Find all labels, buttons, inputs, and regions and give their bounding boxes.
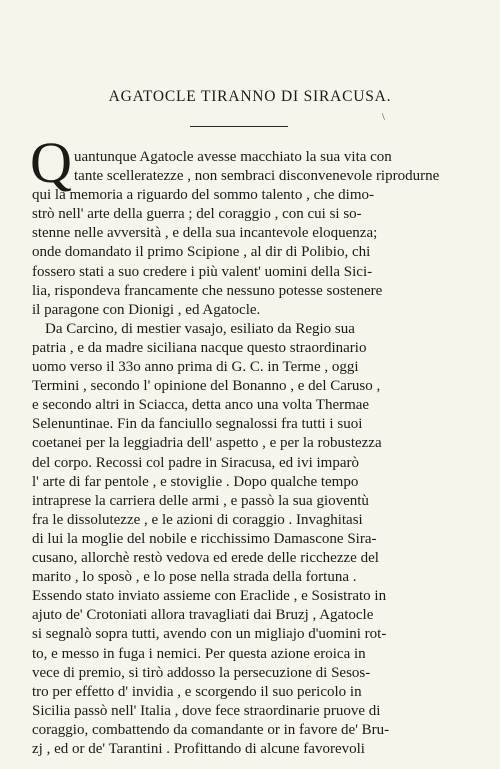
- drop-cap: Q: [30, 130, 73, 195]
- text-line: Essendo stato inviato assieme con Eraclide , e Sosistrato in: [32, 588, 387, 605]
- page-mark: \: [382, 112, 385, 123]
- text-line: tro per effetto d' invidia , e scorgendo il suo pericolo in: [32, 683, 362, 700]
- text-line: lia, rispondeva francamente che nessuno potesse sostenere: [32, 282, 383, 299]
- text-line: fossero stati a suo credere i più valent' uomini della Sici-: [32, 263, 373, 280]
- text-line: onde domandato il primo Scipione , al dir di Polibio, chi: [32, 244, 371, 261]
- text-line: stenne nelle avversità , e della sua incantevole eloquenza;: [32, 225, 378, 242]
- text-line: cusano, allorchè restò vedova ed erede delle ricchezze del: [32, 550, 379, 567]
- text-line: Sicilia passò nell' Italia , dove fece straordinarie pruove di: [32, 702, 381, 719]
- text-line: intraprese la carriera delle armi , e passò la sua gioventù: [32, 492, 369, 509]
- text-line: marito , lo sposò , e lo pose nella strada della fortuna .: [32, 569, 357, 586]
- text-line: e secondo altri in Sciacca, detta anco una volta Thermae: [32, 397, 370, 414]
- text-line: coetanei per la leggiadria dell' aspetto , e per la robustezza: [32, 435, 382, 452]
- text-line: ajuto de' Crotoniati allora travagliati dai Bruzj , Agatocle: [32, 607, 374, 624]
- text-line: uomo verso il 33o anno prima di G. C. in Terme , oggi: [32, 359, 359, 376]
- title-rule: [190, 126, 288, 127]
- text-line: vece di premio, si tirò addosso la persecuzione di Sesos-: [32, 664, 371, 681]
- text-line: si segnalò sopra tutti, avendo con un migliajo d'uomini rot-: [32, 626, 387, 643]
- text-line: tante scelleratezze , non sembraci disconvenevole riprodurne: [74, 168, 440, 185]
- text-line: qui la memoria a riguardo del sommo talento , che dimo-: [32, 187, 374, 204]
- text-line: Selenuntinae. Fin da fanciullo segnalossi fra tutti i suoi: [32, 416, 363, 433]
- text-line: fra le dissolutezze , e le azioni di coraggio . Invaghitasi: [32, 511, 363, 528]
- text-line: strò nell' arte della guerra ; del coraggio , con cui si so-: [32, 206, 362, 223]
- text-line: Termini , secondo l' opinione del Bonanno , e del Caruso ,: [32, 378, 381, 395]
- text-line: zj , ed or de' Tarantini . Profittando di alcune favorevoli: [32, 741, 365, 757]
- text-line: to, e messo in fuga i nemici. Per questa azione eroica in: [32, 645, 366, 662]
- text-line: di lui la moglie del nobile e ricchissimo Damascone Sira-: [32, 530, 377, 547]
- text-line: patria , e da madre siciliana nacque questo straordinario: [32, 339, 367, 356]
- chapter-title: AGATOCLE TIRANNO DI SIRACUSA.: [108, 88, 392, 105]
- text-line: uantunque Agatocle avesse macchiato la sua vita con: [74, 149, 392, 165]
- text-line: il paragone con Dionigi , ed Agatocle.: [32, 301, 261, 318]
- text-line: del corpo. Recossi col padre in Siracusa, ed ivi imparò: [32, 454, 359, 471]
- text-line: Da Carcino, di mestier vasajo, esiliato da Regio sua: [45, 320, 355, 337]
- text-line: l' arte di far pentole , e stoviglie . Dopo qualche tempo: [32, 473, 359, 490]
- text-line: coraggio, combattendo da comandante or in favore de' Bru-: [32, 721, 390, 738]
